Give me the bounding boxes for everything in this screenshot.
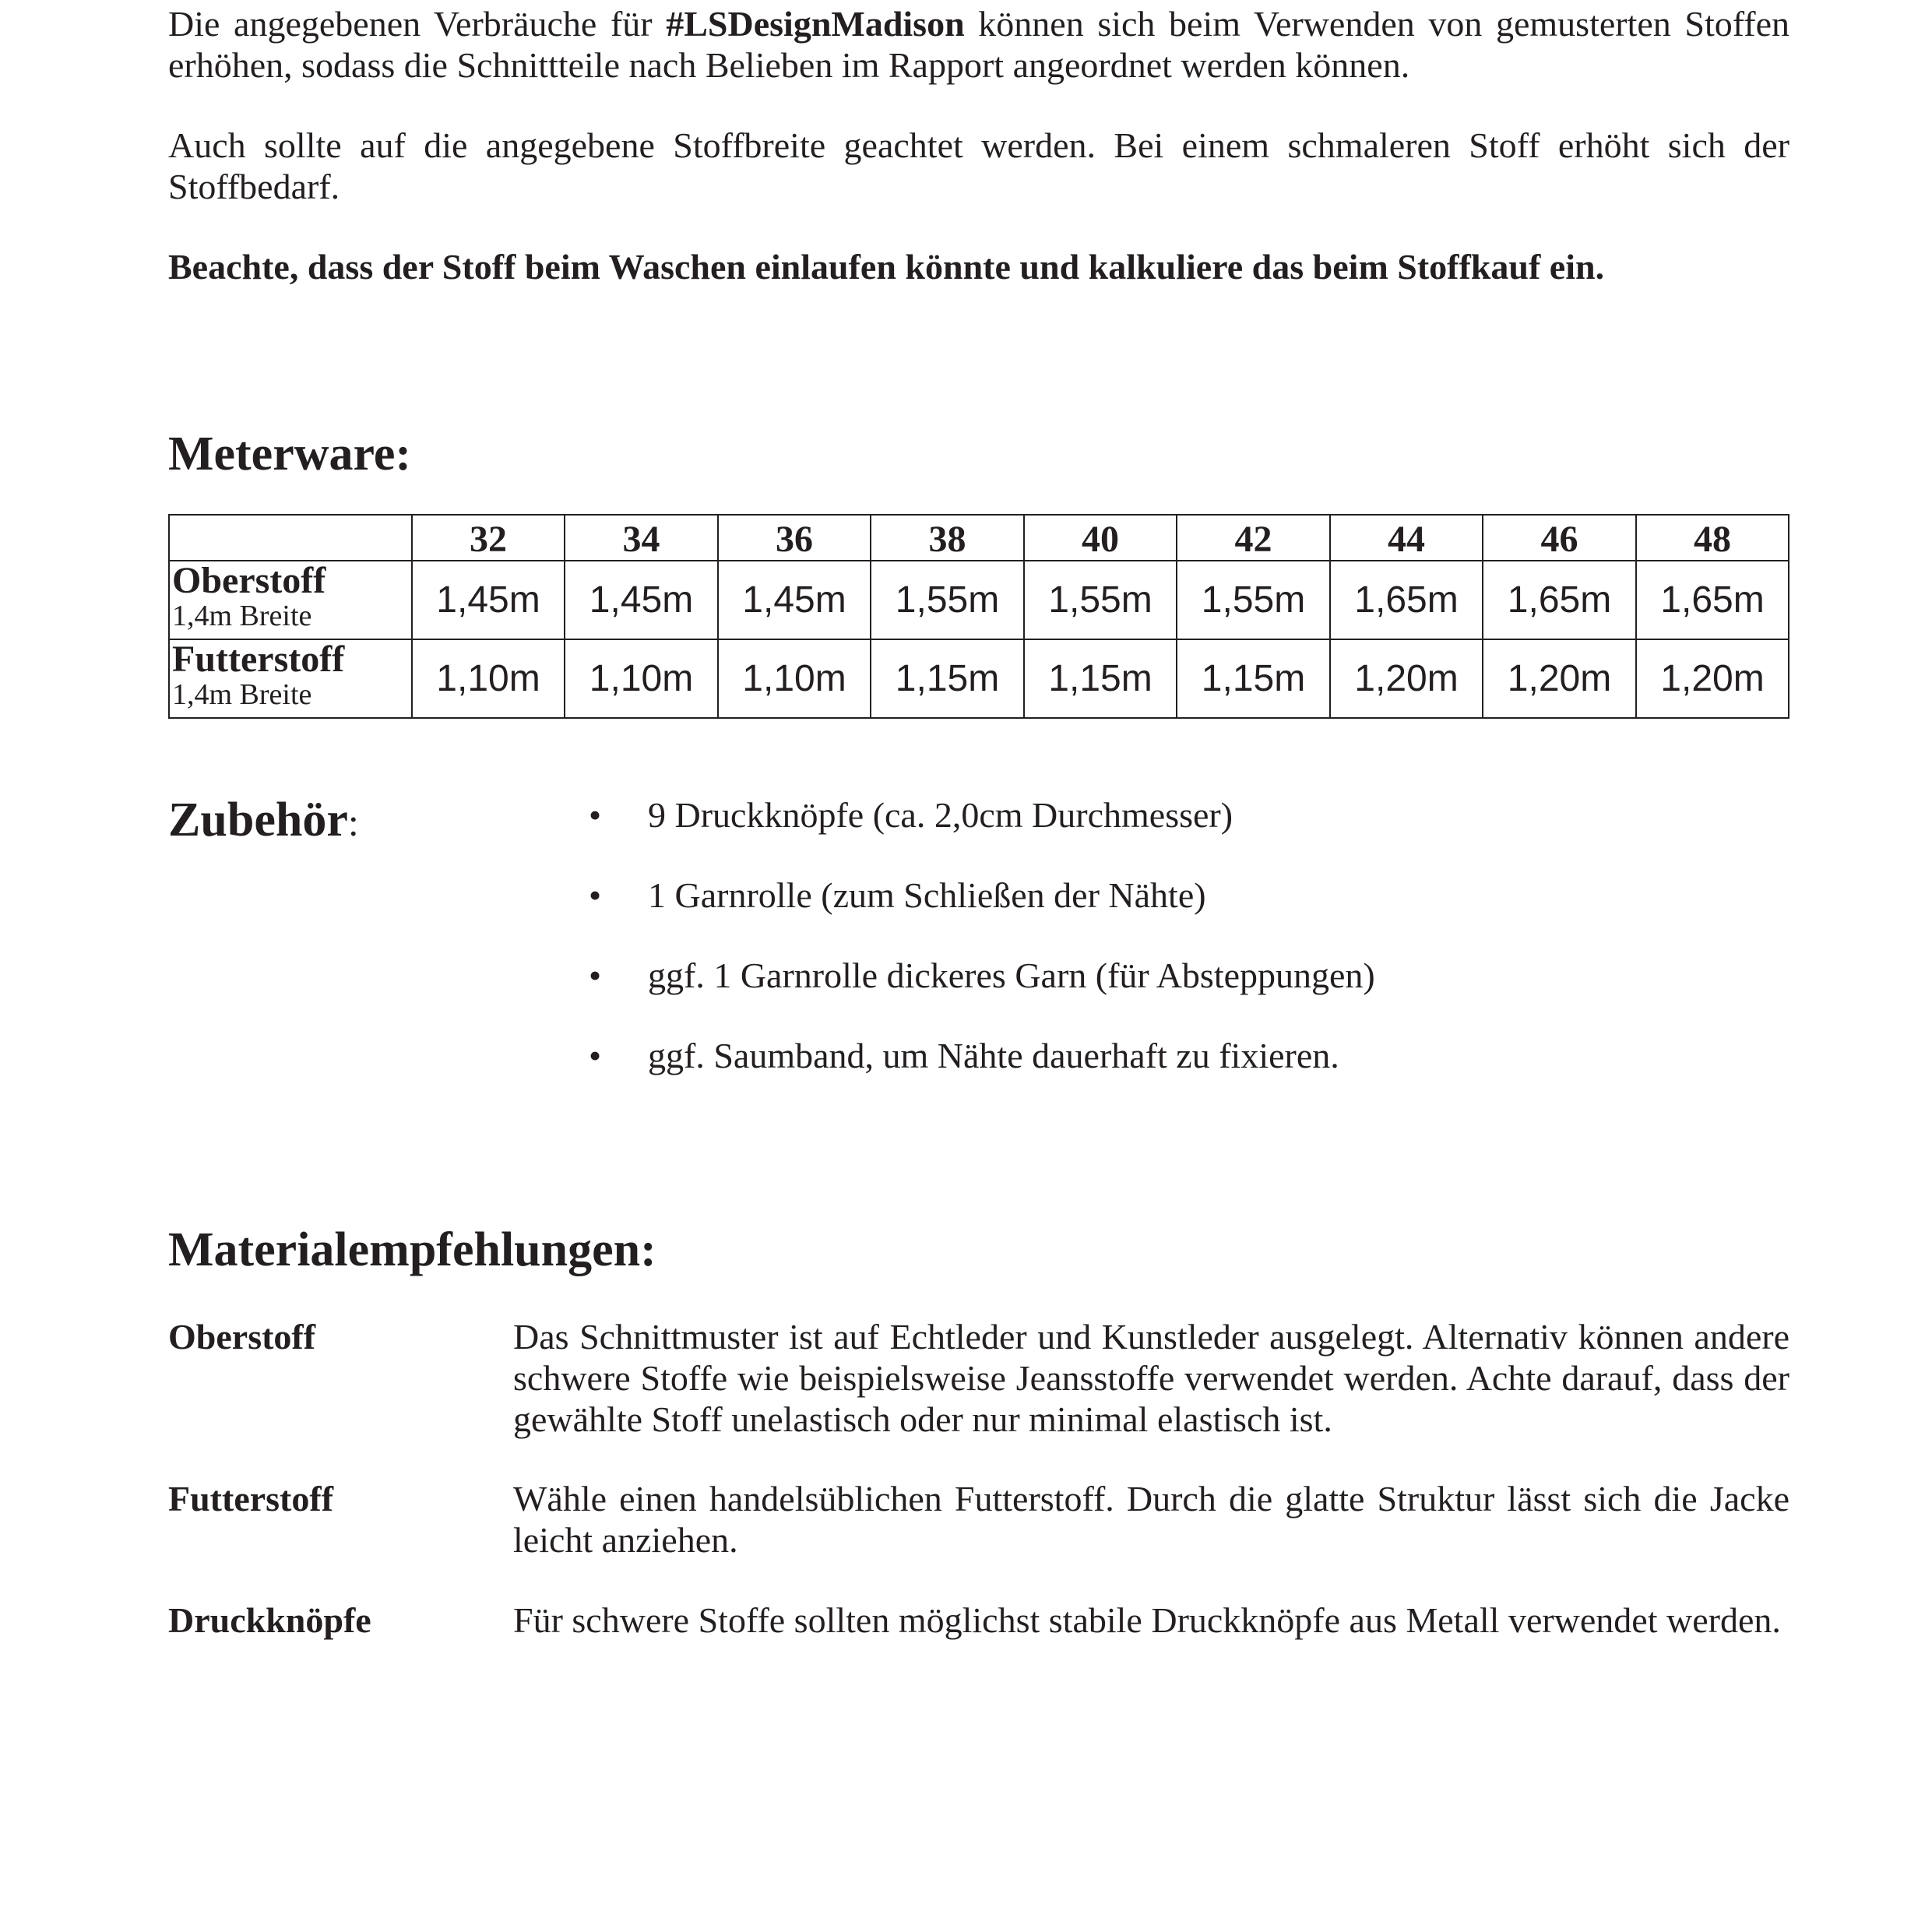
size-header: 42	[1177, 515, 1330, 561]
table-corner-cell	[169, 515, 412, 561]
fabric-requirements-table	[168, 514, 1789, 719]
list-item-text: ggf. 1 Garnrolle dickeres Garn (für Absteppungen)	[648, 955, 1375, 995]
bullet-icon: •	[589, 795, 602, 835]
size-header: 40	[1024, 515, 1177, 561]
material-label: Druckknöpfe	[168, 1600, 371, 1640]
material-label: Oberstoff	[168, 1317, 316, 1357]
table-cell: 1,15m	[1024, 639, 1177, 718]
table-cell: 1,15m	[1177, 639, 1330, 718]
table-cell: 1,45m	[565, 561, 718, 639]
table-header-row	[169, 515, 1789, 561]
material-description: Das Schnittmuster ist auf Echtleder und Kunstleder ausgelegt. Alternativ können andere schwere Stoffe wie beispielsweise Jeansstoffe verwendet werden. Achte darauf, dass der gewählte Stoff unelastisch oder nur minimal elastisch ist.	[513, 1317, 1789, 1439]
list-item	[586, 955, 1375, 1035]
size-header: 48	[1636, 515, 1789, 561]
table-cell: 1,65m	[1483, 561, 1636, 639]
bullet-icon: •	[589, 1036, 602, 1075]
material-heading: Materialempfehlungen:	[168, 1223, 656, 1276]
table-cell: 1,10m	[565, 639, 718, 718]
size-header: 38	[871, 515, 1024, 561]
size-header: 46	[1483, 515, 1636, 561]
table-cell: 1,20m	[1330, 639, 1483, 718]
table-cell: 1,10m	[718, 639, 871, 718]
row-width-note: 1,4m Breite	[172, 678, 312, 711]
material-description: Für schwere Stoffe sollten möglichst stabile Druckknöpfe aus Metall verwendet werden.	[513, 1600, 1781, 1640]
hashtag-ls-design-madison: #LSDesignMadison	[666, 4, 965, 44]
row-header-oberstoff	[169, 561, 412, 639]
list-item	[586, 1035, 1375, 1115]
size-header: 32	[412, 515, 565, 561]
bullet-icon: •	[589, 955, 602, 995]
bullet-icon: •	[589, 875, 602, 915]
table-cell: 1,55m	[1177, 561, 1330, 639]
table-cell: 1,55m	[871, 561, 1024, 639]
zubehoer-heading-text: Zubehör	[168, 794, 348, 846]
table-cell: 1,15m	[871, 639, 1024, 718]
material-description: Wähle einen handelsüblichen Futterstoff. Durch die glatte Struktur lässt sich die Jacke leicht anziehen.	[513, 1479, 1789, 1560]
size-header: 44	[1330, 515, 1483, 561]
intro-paragraph-shrink-warning: Beachte, dass der Stoff beim Waschen einlaufen könnte und kalkuliere das beim Stoffkauf ein.	[168, 247, 1605, 287]
table-cell: 1,20m	[1636, 639, 1789, 718]
list-item	[586, 875, 1375, 955]
table-cell: 1,55m	[1024, 561, 1177, 639]
row-header-futterstoff	[169, 639, 412, 718]
list-item-text: 9 Druckknöpfe (ca. 2,0cm Durchmesser)	[648, 795, 1233, 835]
row-width-note: 1,4m Breite	[172, 600, 312, 632]
material-item-druckknoepfe	[168, 1599, 1789, 1685]
material-item-oberstoff	[168, 1316, 1789, 1441]
intro-text-end: können sich beim Verwenden von gemusterten Stoffen erhöhen, sodass die Schnittteile nach Belieben im Rapport angeordnet werden können.	[168, 4, 1789, 85]
list-item-text: 1 Garnrolle (zum Schließen der Nähte)	[648, 875, 1206, 915]
row-name: Futterstoff	[172, 639, 345, 680]
table-cell: 1,45m	[412, 561, 565, 639]
intro-paragraph-pattern	[168, 3, 1789, 86]
table-row-futterstoff	[169, 639, 1789, 718]
intro-text-start: Die angegebenen Verbräuche für	[168, 4, 667, 44]
table-cell: 1,10m	[412, 639, 565, 718]
meterware-heading: Meterware:	[168, 428, 412, 480]
accessories-list	[586, 794, 1375, 1115]
list-item	[586, 794, 1375, 875]
table-cell: 1,45m	[718, 561, 871, 639]
material-item-futterstoff	[168, 1478, 1789, 1564]
zubehoer-heading	[168, 793, 359, 850]
row-name: Oberstoff	[172, 560, 326, 601]
material-label: Futterstoff	[168, 1479, 334, 1519]
zubehoer-heading-colon: :	[347, 801, 359, 844]
list-item-text: ggf. Saumband, um Nähte dauerhaft zu fixieren.	[648, 1036, 1339, 1075]
table-row-oberstoff	[169, 561, 1789, 639]
table-cell: 1,65m	[1330, 561, 1483, 639]
table-cell: 1,20m	[1483, 639, 1636, 718]
size-header: 36	[718, 515, 871, 561]
table-cell: 1,65m	[1636, 561, 1789, 639]
size-header: 34	[565, 515, 718, 561]
intro-paragraph-fabric-width: Auch sollte auf die angegebene Stoffbreite geachtet werden. Bei einem schmaleren Stoff erhöht sich der Stoffbedarf.	[168, 125, 1789, 206]
